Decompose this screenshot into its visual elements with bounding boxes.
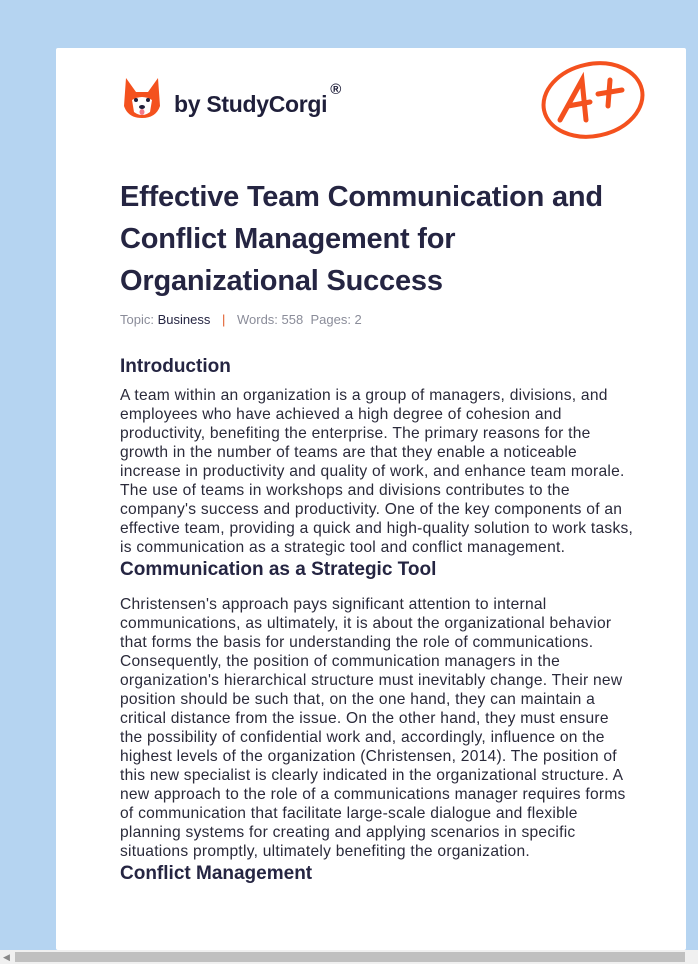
document-meta [120,312,362,327]
horizontal-scrollbar[interactable] [0,950,698,964]
document-page [56,48,686,950]
page-title: Effective Team Communication and Conflict Management for Organizational Success [120,181,603,297]
corgi-icon [122,76,162,120]
page-count: Pages: 2 [310,312,362,327]
meta-separator: | [221,312,226,327]
word-count: Words: 558 [236,312,304,327]
section-heading: Introduction [120,356,231,377]
studycorgi-logo[interactable] [122,76,341,120]
section-paragraph: Christensen's approach pays significant attention to internal communications, as ultimately, it is about the organizational behavior that forms the basis for understanding the role of communications. Consequently, the position of communication managers in the organization's hierarchical structure must inevitably change. Their new position should be such that, on the one hand, they can maintain a critical distance from the issue. On the other hand, they must ensure the possibility of confidential work and, accordingly, influence on the highest levels of the organization (Christensen, 2014). The position of this new specialist is clearly indicated in the organizational structure. A new approach to the role of a communications manager requires forms of communication that facilitate large-scale dialogue and flexible planning systems for creating and applying scenarios in specific situations promptly, ultimately benefiting the organization. [120,596,626,860]
section-heading: Communication as a Strategic Tool [120,559,437,580]
a-plus-grade-icon [538,58,648,142]
topic-label: Topic: [120,312,154,327]
section-paragraph: A team within an organization is a group of managers, divisions, and employees who have achieved a high degree of cohesion and productivity, benefiting the enterprise. The primary reasons for the growth in the number of teams are that they enable a noticeable increase in productivity and quality of work, and enhance team morale. The use of teams in workshops and divisions contributes to the company's success and productivity. One of the key components of an effective team, providing a quick and high-quality solution to work tasks, is communication as a strategic tool and conflict management. [120,387,634,556]
document-body [120,354,634,887]
scroll-left-icon[interactable]: ◀ [3,952,10,962]
section-heading: Conflict Management [120,863,313,884]
brand-name [174,80,342,118]
topic-link[interactable]: Business [157,312,211,327]
scrollbar-thumb[interactable] [15,952,685,962]
registered-mark: ® [330,80,342,98]
brand-text: by StudyCorgi [174,90,328,117]
